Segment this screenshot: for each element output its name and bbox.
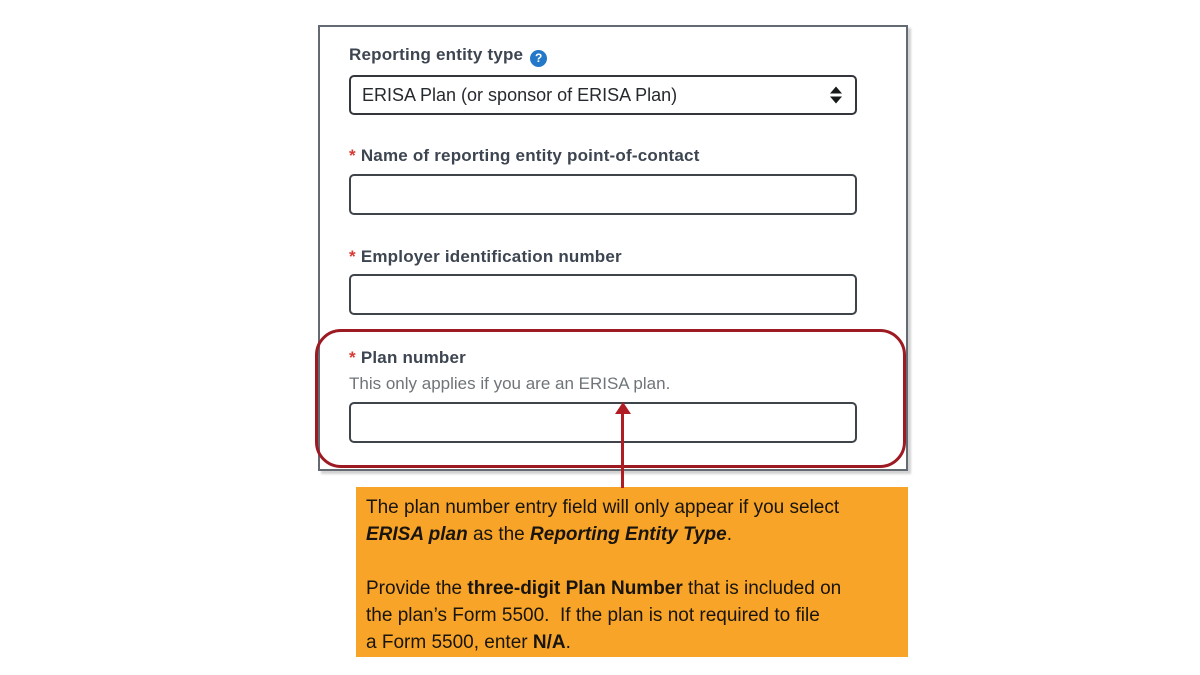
ein-label — [349, 247, 622, 267]
required-asterisk: * — [349, 247, 356, 266]
callout-text: three-digit Plan Number — [467, 578, 683, 599]
callout-text: Provide the — [366, 578, 468, 599]
callout-line — [366, 575, 902, 602]
ein-label-text: Employer identification number — [360, 247, 622, 266]
callout-text: . — [565, 632, 571, 653]
callout-text: ERISA plan — [366, 524, 468, 545]
plan-number-hint: This only applies if you are an ERISA plan. — [349, 374, 671, 393]
callout-box — [356, 487, 908, 657]
callout-line — [366, 521, 902, 548]
form-panel — [318, 25, 908, 471]
callout-line — [366, 629, 902, 656]
plan-number-input[interactable] — [349, 402, 857, 443]
callout-text: that is included on — [682, 578, 842, 599]
callout-text: as the — [467, 524, 531, 545]
callout-text: N/A — [532, 632, 566, 653]
reporting-entity-type-value: ERISA Plan (or sponsor of ERISA Plan) — [362, 85, 678, 105]
callout-blank-line — [366, 548, 902, 575]
callout-text: a Form 5500, enter — [366, 632, 533, 653]
ein-input[interactable] — [349, 274, 857, 315]
required-asterisk: * — [349, 348, 356, 367]
required-asterisk: * — [349, 146, 356, 165]
plan-number-label-text: Plan number — [360, 348, 466, 367]
contact-name-label — [349, 146, 700, 166]
callout-line — [366, 494, 902, 521]
callout-text: . — [726, 524, 733, 545]
contact-name-input[interactable] — [349, 174, 857, 215]
reporting-entity-type-label — [349, 45, 547, 67]
select-up-down-arrows-icon — [830, 87, 842, 104]
reporting-entity-type-select[interactable] — [349, 75, 857, 115]
callout-text: Reporting Entity Type — [530, 524, 727, 545]
contact-name-label-text: Name of reporting entity point-of-contact — [360, 146, 700, 165]
plan-number-label — [349, 348, 466, 368]
reporting-entity-type-label-text: Reporting entity type — [349, 45, 524, 64]
callout-text: the plan’s Form 5500. If the plan is not required to file — [366, 605, 820, 626]
help-icon[interactable]: ? — [530, 50, 547, 67]
callout-text: The plan number entry field will only appear if you select — [366, 497, 840, 518]
callout-line — [366, 602, 902, 629]
